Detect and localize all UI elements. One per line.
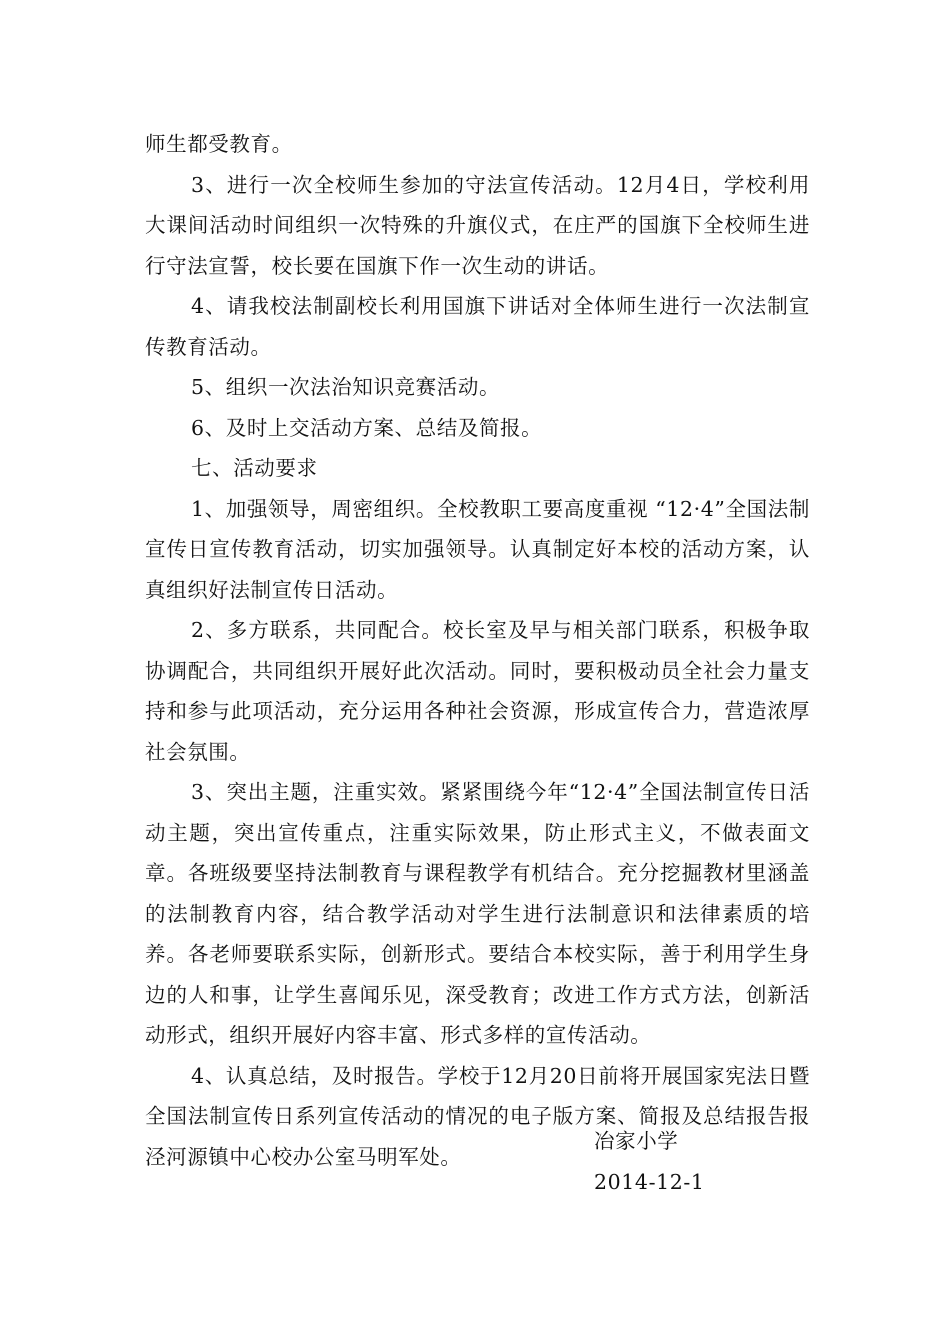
signature-school: 冶家小学 — [594, 1129, 679, 1153]
paragraph-item-5: 5、组织一次法治知识竞赛活动。 — [191, 375, 501, 399]
signature-date: 2014-12-1 — [594, 1169, 705, 1194]
paragraph-item-3: 3、进行一次全校师生参加的守法宣传活动。12月4日，学校利用大课间活动时间组织一次特殊的升旗仪式，在庄严的国旗下全校师生进行守法宣誓，校长要在国旗下作一次生动的讲话。 — [145, 172, 810, 278]
paragraph-item-4: 4、请我校法制副校长利用国旗下讲话对全体师生进行一次法制宣传教育活动。 — [145, 294, 810, 359]
requirement-item-3: 3、突出主题，注重实效。紧紧围绕今年“12·4”全国法制宣传日活动主题，突出宣传重点，注重实际效果，防止形式主义，不做表面文章。各班级要坚持法制教育与课程教学有机结合。充分挖掘教材里涵盖的法制教育内容，结合教学活动对学生进行法制意识和法律素质的培养。各老师要联系实际，创新形式。要结合本校实际，善于利用学生身边的人和事，让学生喜闻乐见，深受教育；改进工作方式方法，创新活动形式，组织开展好内容丰富、形式多样的宣传活动。 — [145, 780, 810, 1047]
section-heading-requirements: 七、活动要求 — [191, 456, 318, 480]
paragraph-continuation: 师生都受教育。 — [145, 132, 293, 156]
requirement-item-2: 2、多方联系，共同配合。校长室及早与相关部门联系，积极争取协调配合，共同组织开展好此次活动。同时，要积极动员全社会力量支持和参与此项活动，充分运用各种社会资源，形成宣传合力，营造浓厚社会氛围。 — [145, 618, 810, 764]
requirement-item-1: 1、加强领导，周密组织。全校教职工要高度重视 “12·4”全国法制宣传日宣传教育活动，切实加强领导。认真制定好本校的活动方案，认真组织好法制宣传日活动。 — [145, 496, 810, 602]
signature-block — [594, 1121, 705, 1202]
paragraph-item-6: 6、及时上交活动方案、总结及简报。 — [191, 415, 543, 440]
document-body — [145, 124, 810, 1177]
requirement-item-4: 4、认真总结，及时报告。学校于12月20日前将开展国家宪法日暨全国法制宣传日系列宣传活动的情况的电子版方案、简报及总结报告报泾河源镇中心校办公室马明军处。 — [145, 1063, 810, 1169]
